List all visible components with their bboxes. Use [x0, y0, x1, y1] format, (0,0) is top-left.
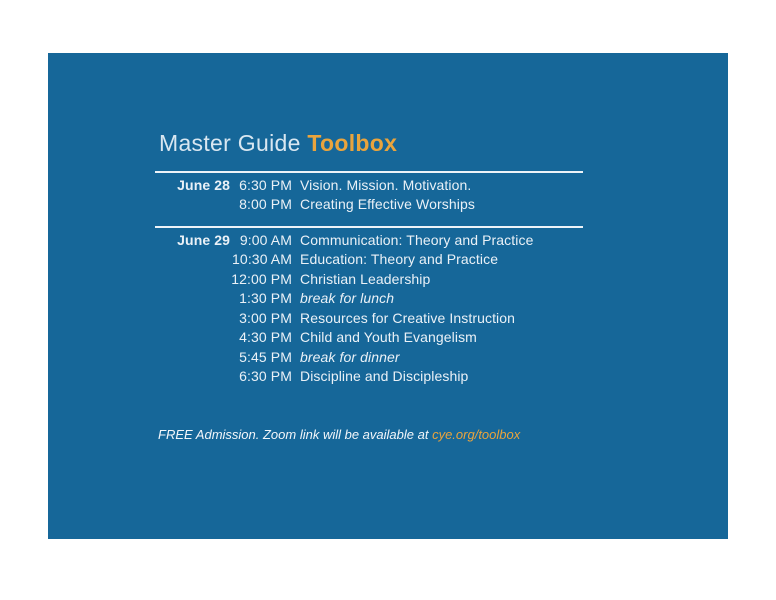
time-label: 3:00 PM: [239, 309, 292, 326]
schedule-section-june-29: [155, 226, 583, 386]
time-label: 1:30 PM: [239, 290, 292, 307]
time-label: 8:00 PM: [239, 196, 292, 213]
date-label: June 29: [177, 231, 230, 248]
event-title: Vision. Mission. Motivation.: [300, 176, 472, 193]
time-label: 6:30 PM: [239, 368, 292, 385]
schedule-row: [155, 328, 583, 348]
admission-text: FREE Admission. Zoom link will be available at: [158, 427, 433, 442]
schedule-row: [155, 175, 583, 195]
admission-note: [158, 427, 520, 443]
event-title: Resources for Creative Instruction: [300, 309, 516, 326]
event-title: break for lunch: [300, 290, 395, 307]
schedule-row: [155, 269, 583, 289]
schedule-row-break: [155, 347, 583, 367]
event-title: Creating Effective Worships: [300, 196, 475, 213]
schedule-section-june-28: [155, 171, 583, 214]
page-title: [159, 129, 397, 157]
time-label: 12:00 PM: [231, 270, 292, 287]
time-label: 4:30 PM: [239, 329, 292, 346]
schedule-row: [155, 230, 583, 250]
event-title: Christian Leadership: [300, 270, 431, 287]
flyer-card: [48, 53, 728, 539]
event-title: Discipline and Discipleship: [300, 368, 469, 385]
toolbox-link[interactable]: cye.org/toolbox: [432, 427, 521, 442]
time-label: 5:45 PM: [239, 348, 292, 365]
schedule-row: [155, 195, 583, 215]
schedule-row-break: [155, 289, 583, 309]
event-title: Child and Youth Evangelism: [300, 329, 477, 346]
schedule-row: [155, 367, 583, 387]
event-title: break for dinner: [300, 348, 400, 365]
schedule: [155, 171, 583, 386]
time-label: 10:30 AM: [232, 251, 292, 268]
schedule-row: [155, 250, 583, 270]
schedule-row: [155, 308, 583, 328]
event-title: Education: Theory and Practice: [300, 251, 499, 268]
date-label: June 28: [177, 176, 230, 193]
event-title: Communication: Theory and Practice: [300, 231, 534, 248]
time-label: 9:00 AM: [239, 231, 292, 248]
title-regular: Master Guide: [159, 130, 308, 157]
title-accent: Toolbox: [307, 130, 398, 157]
time-label: 6:30 PM: [239, 176, 292, 193]
